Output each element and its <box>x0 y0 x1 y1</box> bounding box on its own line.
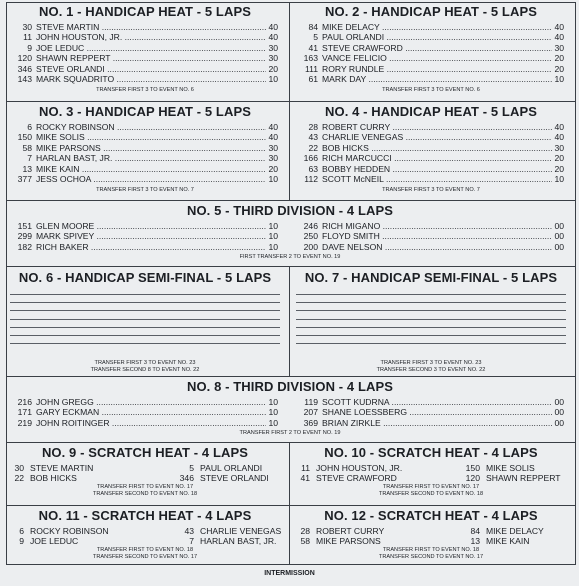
car-number: 182 <box>17 241 32 252</box>
event-title: NO. 4 - HANDICAP HEAT - 5 LAPS <box>325 104 537 119</box>
event-11-scratch-heat <box>10 508 280 561</box>
car-number: 119 <box>304 397 318 407</box>
driver-name: STEVE ORLANDI <box>200 473 269 484</box>
event-title: NO. 3 - HANDICAP HEAT - 5 LAPS <box>39 104 251 119</box>
event-title: NO. 11 - SCRATCH HEAT - 4 LAPS <box>38 508 252 523</box>
driver-name: BOBBY HEDDEN ..... <box>322 164 564 174</box>
column-divider-mid <box>289 266 290 376</box>
car-number: 28 <box>300 526 310 536</box>
handicap-points: 20 <box>268 163 278 174</box>
driver-name: MIKE PARSONS ..... <box>36 143 278 153</box>
entry-row <box>10 397 278 407</box>
entry-row <box>296 164 564 174</box>
entry-row <box>10 418 278 428</box>
blank-entry-lines <box>296 288 566 350</box>
car-number: 163 <box>303 53 318 64</box>
transfer-note: TRANSFER SECOND TO EVENT NO. 17 <box>378 553 484 560</box>
event-title: NO. 9 - SCRATCH HEAT - 4 LAPS <box>41 445 249 460</box>
blank-line <box>10 310 280 311</box>
entry-row <box>296 397 564 407</box>
entry-row <box>296 407 564 417</box>
event-5-third-division <box>10 203 570 261</box>
car-number: 30 <box>22 22 32 32</box>
driver-name: BOB HICKS ..... <box>322 143 564 153</box>
driver-name: HARLAN BAST, JR. ..... <box>36 153 278 163</box>
driver-name: CHARLIE VENEGAS ..... <box>322 132 564 142</box>
divider-6 <box>6 505 576 506</box>
driver-name: MARK SPIVEY ..... <box>36 231 278 241</box>
car-number: 43 <box>308 132 318 143</box>
handicap-points: 00 <box>554 417 564 428</box>
transfer-note: TRANSFER FIRST 3 TO EVENT NO. 23 <box>380 360 482 366</box>
left-column <box>10 221 278 252</box>
car-number: 84 <box>470 526 480 536</box>
driver-name: PAUL ORLANDI <box>200 463 263 473</box>
driver-name: MIKE KAIN ..... <box>36 164 278 174</box>
entry-row <box>296 53 564 63</box>
driver-name: STEVE MARTIN <box>30 463 94 473</box>
handicap-points: 30 <box>268 42 278 53</box>
entry-row <box>296 64 564 74</box>
entry-row <box>296 22 564 32</box>
entries-two-column <box>10 221 570 254</box>
divider-5 <box>6 442 576 443</box>
driver-name: JOHN ROITINGER ..... <box>36 418 278 428</box>
entry-row <box>296 74 564 84</box>
handicap-points: 10 <box>268 241 278 252</box>
event-title: NO. 12 - SCRATCH HEAT - 4 LAPS <box>324 508 538 523</box>
driver-name: MIKE KAIN <box>486 536 530 547</box>
event-3-handicap-heat <box>10 104 280 194</box>
handicap-points: 20 <box>554 163 564 174</box>
event-8-third-division <box>10 379 570 437</box>
car-number: 299 <box>17 231 32 242</box>
car-number: 346 <box>17 63 32 74</box>
car-number: 200 <box>303 241 318 252</box>
intermission-label: INTERMISSION <box>264 570 315 577</box>
entry-pair-row <box>296 526 566 536</box>
entries-two-column <box>10 397 570 430</box>
entry-row <box>10 122 278 132</box>
handicap-points: 20 <box>554 63 564 74</box>
handicap-points: 10 <box>268 407 278 418</box>
entry-row <box>296 418 564 428</box>
event-title: NO. 8 - THIRD DIVISION - 4 LAPS <box>186 379 394 394</box>
transfer-note: TRANSFER FIRST TO EVENT NO. 17 <box>96 483 194 490</box>
transfer-note: TRANSFER FIRST 3 TO EVENT NO. 7 <box>96 187 194 194</box>
handicap-points: 30 <box>554 142 564 153</box>
handicap-points: 30 <box>554 42 564 53</box>
event-title: NO. 7 - HANDICAP SEMI-FINAL - 5 LAPS <box>304 270 558 285</box>
handicap-points: 00 <box>554 231 564 242</box>
car-number: 346 <box>179 473 194 484</box>
driver-name: STEVE ORLANDI ..... <box>36 64 278 74</box>
event-4-handicap-heat <box>296 104 566 194</box>
driver-name: RORY RUNDLE ..... <box>322 64 564 74</box>
handicap-points: 10 <box>268 417 278 428</box>
blank-line <box>296 335 566 336</box>
driver-name: MIKE PARSONS <box>316 536 381 547</box>
event-12-scratch-heat <box>296 508 566 561</box>
blank-line <box>10 319 280 320</box>
driver-name: STEVE MARTIN ..... <box>36 22 278 32</box>
entry-row <box>10 407 278 417</box>
entry-row <box>10 53 278 63</box>
car-number: 111 <box>304 63 318 74</box>
blank-line <box>296 319 566 320</box>
handicap-points: 30 <box>268 142 278 153</box>
blank-line <box>296 343 566 344</box>
transfer-note: TRANSFER FIRST 3 TO EVENT NO. 7 <box>382 187 480 194</box>
handicap-points: 40 <box>268 122 278 132</box>
handicap-points: 10 <box>554 173 564 184</box>
divider-3 <box>6 266 576 267</box>
car-number: 143 <box>17 73 32 84</box>
blank-entry-lines <box>10 288 280 350</box>
entry-row <box>10 22 278 32</box>
handicap-points: 20 <box>554 153 564 164</box>
driver-name: VANCE FELICIO ..... <box>322 53 564 63</box>
driver-name: GLEN MOORE ..... <box>36 221 278 231</box>
divider-2 <box>6 200 576 201</box>
blank-line <box>296 302 566 303</box>
car-number: 5 <box>313 32 318 43</box>
entry-pair-row <box>296 536 566 546</box>
event-title: NO. 10 - SCRATCH HEAT - 4 LAPS <box>324 445 538 460</box>
entry-row <box>10 64 278 74</box>
event-7-handicap-semi-final <box>296 270 566 374</box>
transfer-note: TRANSFER FIRST 3 TO EVENT NO. 6 <box>382 87 480 94</box>
car-number: 166 <box>303 153 318 164</box>
car-number: 30 <box>14 463 24 473</box>
driver-name: MIKE SOLIS ..... <box>36 132 278 142</box>
driver-name: SCOTT KUDRNA ..... <box>322 397 564 407</box>
driver-name: RICH MIGANO ..... <box>322 221 564 231</box>
car-number: 11 <box>23 32 32 43</box>
blank-line <box>10 327 280 328</box>
entry-row <box>296 32 564 42</box>
event-1-handicap-heat <box>10 4 280 94</box>
car-number: 219 <box>17 417 32 428</box>
divider-4 <box>6 376 576 377</box>
car-number: 5 <box>189 463 194 473</box>
car-number: 41 <box>308 42 318 53</box>
driver-name: ROBERT CURRY <box>316 526 385 536</box>
handicap-points: 00 <box>554 221 564 231</box>
driver-name: JOHN GREGG ..... <box>36 397 278 407</box>
blank-line <box>296 310 566 311</box>
handicap-points: 10 <box>268 73 278 84</box>
car-number: 61 <box>308 73 318 84</box>
transfer-note: TRANSFER SECOND TO EVENT NO. 18 <box>92 490 198 497</box>
right-column <box>296 221 564 252</box>
entry-row <box>296 132 564 142</box>
driver-name: CHARLIE VENEGAS <box>200 526 282 536</box>
entry-pair-row <box>10 526 280 536</box>
entry-pair-row <box>10 463 280 473</box>
event-6-handicap-semi-final <box>10 270 280 374</box>
car-number: 150 <box>17 132 32 143</box>
driver-name: PAUL ORLANDI ..... <box>322 32 564 42</box>
handicap-points: 40 <box>554 22 564 32</box>
car-number: 369 <box>303 417 318 428</box>
driver-name: ROCKY ROBINSON <box>30 526 109 536</box>
driver-name: MIKE SOLIS <box>486 463 535 473</box>
transfer-note: TRANSFER SECOND 3 TO EVENT NO. 22 <box>376 367 486 373</box>
entry-row <box>296 122 564 132</box>
car-number: 22 <box>308 142 318 153</box>
car-number: 58 <box>22 142 32 153</box>
car-number: 7 <box>189 536 194 547</box>
transfer-note: TRANSFER FIRST 3 TO EVENT NO. 6 <box>96 87 194 94</box>
driver-name: MARK SQUADRITO ..... <box>36 74 278 84</box>
driver-name: MIKE DELACY <box>486 526 544 536</box>
driver-name: JOE LEDUC ..... <box>36 43 278 53</box>
event-title: NO. 1 - HANDICAP HEAT - 5 LAPS <box>39 4 251 19</box>
handicap-points: 30 <box>268 53 278 64</box>
car-number: 112 <box>304 173 318 184</box>
car-number: 13 <box>22 163 32 174</box>
handicap-points: 10 <box>268 221 278 231</box>
driver-name: SHAWN REPPERT ..... <box>36 53 278 63</box>
car-number: 7 <box>27 153 32 164</box>
transfer-note: TRANSFER FIRST 2 TO EVENT NO. 19 <box>239 430 341 436</box>
handicap-points: 40 <box>554 32 564 43</box>
driver-name: STEVE CRAWFORD ..... <box>322 43 564 53</box>
entry-pair-row <box>296 473 566 483</box>
entry-row <box>296 221 564 231</box>
car-number: 120 <box>465 473 480 484</box>
driver-name: SCOTT McNEIL ..... <box>322 174 564 184</box>
transfer-note: TRANSFER SECOND 8 TO EVENT NO. 22 <box>90 367 200 373</box>
transfer-note: TRANSFER FIRST TO EVENT NO. 17 <box>382 483 480 490</box>
entry-row <box>296 231 564 241</box>
driver-name: JOE LEDUC <box>30 536 79 547</box>
handicap-points: 40 <box>554 132 564 143</box>
entry-pair-row <box>10 473 280 483</box>
car-number: 63 <box>308 163 318 174</box>
handicap-points: 40 <box>268 32 278 43</box>
event-9-scratch-heat <box>10 445 280 498</box>
transfer-note: TRANSFER FIRST TO EVENT NO. 18 <box>382 546 480 553</box>
car-number: 151 <box>17 221 32 231</box>
driver-name: SHANE LOESSBERG ..... <box>322 407 564 417</box>
entry-row <box>296 43 564 53</box>
blank-line <box>296 294 566 295</box>
entry-row <box>10 153 278 163</box>
car-number: 6 <box>19 526 24 536</box>
car-number: 28 <box>308 122 318 132</box>
driver-name: RICH MARCUCCI ..... <box>322 153 564 163</box>
entry-row <box>10 143 278 153</box>
car-number: 9 <box>27 42 32 53</box>
entry-row <box>10 74 278 84</box>
car-number: 120 <box>17 53 32 64</box>
entry-row <box>10 221 278 231</box>
event-title: NO. 5 - THIRD DIVISION - 4 LAPS <box>186 203 394 218</box>
entry-pair-row <box>296 463 566 473</box>
driver-name: ROBERT CURRY ..... <box>322 122 564 132</box>
entry-row <box>10 231 278 241</box>
handicap-points: 10 <box>268 231 278 242</box>
car-number: 58 <box>300 536 310 547</box>
driver-name: BOB HICKS <box>30 473 77 484</box>
divider-1 <box>6 101 576 102</box>
handicap-points: 00 <box>554 407 564 418</box>
handicap-points: 40 <box>268 22 278 32</box>
entry-pair-row <box>10 536 280 546</box>
transfer-note: TRANSFER SECOND TO EVENT NO. 18 <box>378 490 484 497</box>
car-number: 22 <box>14 473 24 484</box>
event-title: NO. 6 - HANDICAP SEMI-FINAL - 5 LAPS <box>18 270 272 285</box>
transfer-note: TRANSFER SECOND TO EVENT NO. 17 <box>92 553 198 560</box>
car-number: 6 <box>27 122 32 132</box>
handicap-points: 30 <box>268 153 278 164</box>
transfer-note: FIRST TRANSFER 2 TO EVENT NO. 19 <box>239 254 341 260</box>
driver-name: HARLAN BAST, JR. <box>200 536 277 547</box>
entry-row <box>10 164 278 174</box>
handicap-points: 10 <box>268 397 278 407</box>
car-number: 84 <box>308 22 318 32</box>
entry-row <box>10 132 278 142</box>
car-number: 207 <box>303 407 318 418</box>
transfer-note: TRANSFER FIRST 3 TO EVENT NO. 23 <box>94 360 196 366</box>
handicap-points: 10 <box>554 73 564 84</box>
blank-line <box>296 327 566 328</box>
handicap-points: 40 <box>554 122 564 132</box>
driver-name: SHAWN REPPERT <box>486 473 561 484</box>
handicap-points: 20 <box>554 53 564 64</box>
car-number: 246 <box>303 221 318 231</box>
driver-name: JOHN HOUSTON, JR. ..... <box>36 32 278 42</box>
entry-row <box>10 174 278 184</box>
car-number: 250 <box>303 231 318 242</box>
car-number: 13 <box>470 536 480 547</box>
car-number: 43 <box>184 526 194 536</box>
driver-name: JESS OCHOA ..... <box>36 174 278 184</box>
entry-row <box>296 174 564 184</box>
driver-name: STEVE CRAWFORD <box>316 473 397 484</box>
driver-name: RICH BAKER ..... <box>36 242 278 252</box>
car-number: 41 <box>300 473 310 484</box>
blank-line <box>10 343 280 344</box>
handicap-points: 20 <box>268 63 278 74</box>
entry-row <box>296 143 564 153</box>
driver-name: GARY ECKMAN ..... <box>36 407 278 417</box>
driver-name: JOHN HOUSTON, JR. <box>316 463 403 473</box>
car-number: 150 <box>465 463 480 473</box>
event-title: NO. 2 - HANDICAP HEAT - 5 LAPS <box>325 4 537 19</box>
car-number: 216 <box>17 397 32 407</box>
car-number: 171 <box>17 407 32 418</box>
driver-name: BRIAN ZIRKLE ..... <box>322 418 564 428</box>
driver-name: ROCKY ROBINSON ..... <box>36 122 278 132</box>
entry-row <box>10 43 278 53</box>
driver-name: MIKE DELACY ..... <box>322 22 564 32</box>
blank-line <box>10 294 280 295</box>
event-2-handicap-heat <box>296 4 566 94</box>
blank-line <box>10 335 280 336</box>
handicap-points: 10 <box>268 173 278 184</box>
driver-name: DAVE NELSON ..... <box>322 242 564 252</box>
entry-row <box>296 153 564 163</box>
right-column <box>296 397 564 428</box>
event-10-scratch-heat <box>296 445 566 498</box>
car-number: 11 <box>301 463 310 473</box>
column-divider-bottom <box>289 442 290 565</box>
transfer-note: TRANSFER FIRST TO EVENT NO. 18 <box>96 546 194 553</box>
entry-row <box>10 32 278 42</box>
driver-name: FLOYD SMITH ..... <box>322 231 564 241</box>
car-number: 377 <box>17 173 32 184</box>
handicap-points: 00 <box>554 241 564 252</box>
handicap-points: 40 <box>268 132 278 143</box>
entry-row <box>10 242 278 252</box>
handicap-points: 00 <box>554 397 564 407</box>
driver-name: MARK DAY ..... <box>322 74 564 84</box>
car-number: 9 <box>19 536 24 547</box>
entry-row <box>296 242 564 252</box>
left-column <box>10 397 278 428</box>
blank-line <box>10 302 280 303</box>
